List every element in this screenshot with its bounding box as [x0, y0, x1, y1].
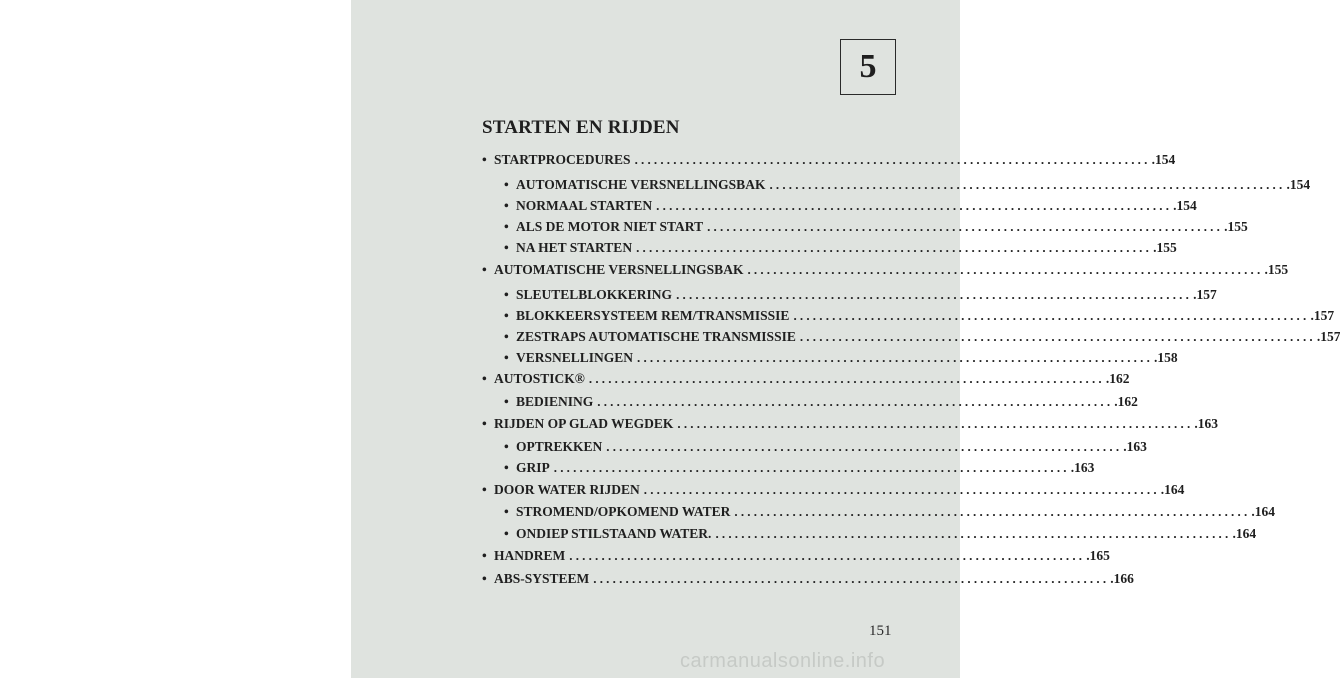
watermark: carmanualsonline.info — [680, 650, 886, 672]
bullet-icon: • — [504, 394, 509, 409]
toc-entry-label: AUTOMATISCHE VERSNELLINGSBAK — [516, 177, 766, 192]
toc-entry-page: .157 — [1310, 308, 1335, 323]
toc-entry-label: ABS-SYSTEEM — [494, 571, 590, 586]
toc-entry-label: ONDIEP STILSTAAND WATER. — [516, 526, 712, 541]
toc-entry-page: .155 — [1224, 219, 1248, 234]
toc-entry[interactable] — [482, 548, 1110, 568]
toc-entry[interactable] — [504, 394, 1138, 414]
toc-entry-page: .163 — [1123, 439, 1147, 454]
dot-leader: ................................................................................ — [676, 287, 1193, 302]
toc-entry-label: GRIP — [516, 460, 550, 475]
toc-entry-page: .163 — [1070, 460, 1095, 475]
toc-entry-page: .162 — [1114, 394, 1138, 409]
toc-entry-page: .164 — [1160, 482, 1185, 497]
toc-entry-label: ALS DE MOTOR NIET START — [516, 219, 704, 234]
toc-entry[interactable] — [482, 152, 1176, 172]
toc-entry-label: VERSNELLINGEN — [516, 350, 634, 365]
toc-entry-label: AUTOSTICK® — [494, 371, 585, 386]
toc-entry[interactable] — [504, 198, 1197, 218]
dot-leader: ................................................................................ — [677, 416, 1194, 431]
bullet-icon: • — [504, 198, 509, 213]
toc-entry[interactable] — [504, 504, 1276, 524]
toc-entry-label: SLEUTELBLOKKERING — [516, 287, 673, 302]
dot-leader: ................................................................................ — [747, 262, 1264, 277]
dot-leader: ................................................................................ — [734, 504, 1251, 519]
toc-entry-page: .166 — [1110, 571, 1134, 586]
bullet-icon: • — [504, 308, 509, 323]
toc-entry-label: DOOR WATER RIJDEN — [494, 482, 640, 497]
bullet-icon: • — [504, 329, 509, 344]
toc-entry[interactable] — [504, 240, 1177, 260]
toc-entry-page: .162 — [1105, 371, 1130, 386]
bullet-icon: • — [504, 350, 509, 365]
toc-entry[interactable] — [482, 371, 1130, 391]
dot-leader: ................................................................................ — [637, 350, 1154, 365]
toc-entry[interactable] — [504, 439, 1147, 459]
dot-leader: ................................................................................ — [593, 571, 1110, 586]
toc-entry[interactable] — [482, 262, 1289, 282]
toc-entry-label: RIJDEN OP GLAD WEGDEK — [494, 416, 674, 431]
toc-entry-page: .165 — [1086, 548, 1110, 563]
dot-leader: ................................................................................ — [715, 526, 1232, 541]
dot-leader: ................................................................................ — [799, 329, 1316, 344]
toc-entry[interactable] — [504, 350, 1178, 370]
toc-entry-page: .154 — [1286, 177, 1311, 192]
bullet-icon: • — [482, 548, 487, 563]
dot-leader: ................................................................................ — [636, 240, 1153, 255]
bullet-icon: • — [482, 416, 487, 431]
toc-entry[interactable] — [504, 329, 1340, 349]
section-title: STARTEN EN RIJDEN — [482, 117, 680, 138]
dot-leader: ................................................................................ — [707, 219, 1224, 234]
toc-entry-label: STARTPROCEDURES — [494, 152, 631, 167]
bullet-icon: • — [482, 571, 487, 586]
toc-entry-page: .154 — [1151, 152, 1176, 167]
toc-entry-label: NORMAAL STARTEN — [516, 198, 653, 213]
dot-leader: ................................................................................ — [643, 482, 1160, 497]
blank-left-margin — [0, 0, 351, 678]
dot-leader: ................................................................................ — [656, 198, 1173, 213]
dot-leader: ................................................................................ — [597, 394, 1114, 409]
toc-entry[interactable] — [504, 177, 1311, 197]
toc-entry[interactable] — [504, 219, 1248, 239]
bullet-icon: • — [482, 371, 487, 386]
bullet-icon: • — [504, 219, 509, 234]
toc-entry-label: OPTREKKEN — [516, 439, 603, 454]
page-number: 151 — [869, 623, 892, 639]
chapter-number: 5 — [859, 48, 877, 85]
bullet-icon: • — [504, 287, 509, 302]
bullet-icon: • — [504, 526, 509, 541]
dot-leader: ................................................................................ — [793, 308, 1310, 323]
toc-entry-label: HANDREM — [494, 548, 566, 563]
toc-entry-label: NA HET STARTEN — [516, 240, 633, 255]
toc-entry[interactable] — [482, 571, 1134, 591]
toc-entry-page: .163 — [1194, 416, 1219, 431]
toc-entry-page: .155 — [1264, 262, 1289, 277]
bullet-icon: • — [504, 177, 509, 192]
toc-entry[interactable] — [504, 460, 1095, 480]
bullet-icon: • — [504, 504, 509, 519]
toc-entry-page: .157 — [1316, 329, 1340, 344]
toc-entry-label: ZESTRAPS AUTOMATISCHE TRANSMISSIE — [516, 329, 796, 344]
dot-leader: ................................................................................ — [569, 548, 1086, 563]
dot-leader: ................................................................................ — [553, 460, 1070, 475]
bullet-icon: • — [504, 460, 509, 475]
manual-page — [351, 0, 1340, 678]
toc-entry[interactable] — [504, 526, 1257, 546]
bullet-icon: • — [482, 262, 487, 277]
bullet-icon: • — [504, 240, 509, 255]
dot-leader: ................................................................................ — [769, 177, 1286, 192]
toc-entry-label: BLOKKEERSYSTEEM REM/TRANSMISSIE — [516, 308, 790, 323]
toc-entry-page: .157 — [1193, 287, 1217, 302]
dot-leader: ................................................................................ — [634, 152, 1151, 167]
toc-entry-label: STROMEND/OPKOMEND WATER — [516, 504, 731, 519]
dot-leader: ................................................................................ — [606, 439, 1123, 454]
bullet-icon: • — [482, 482, 487, 497]
chapter-number-box — [840, 39, 896, 95]
dot-leader: ................................................................................ — [588, 371, 1105, 386]
toc-entry-page: .164 — [1251, 504, 1276, 519]
toc-entry-page: .154 — [1173, 198, 1197, 213]
toc-entry[interactable] — [504, 308, 1335, 328]
bullet-icon: • — [504, 439, 509, 454]
toc-entry-label: AUTOMATISCHE VERSNELLINGSBAK — [494, 262, 744, 277]
toc-entry-page: .164 — [1232, 526, 1257, 541]
toc-entry-page: .158 — [1154, 350, 1178, 365]
toc-entry[interactable] — [482, 416, 1219, 436]
toc-entry-label: BEDIENING — [516, 394, 594, 409]
toc-entry-page: .155 — [1153, 240, 1177, 255]
toc-entry[interactable] — [482, 482, 1185, 502]
bullet-icon: • — [482, 152, 487, 167]
toc-entry[interactable] — [504, 287, 1217, 307]
